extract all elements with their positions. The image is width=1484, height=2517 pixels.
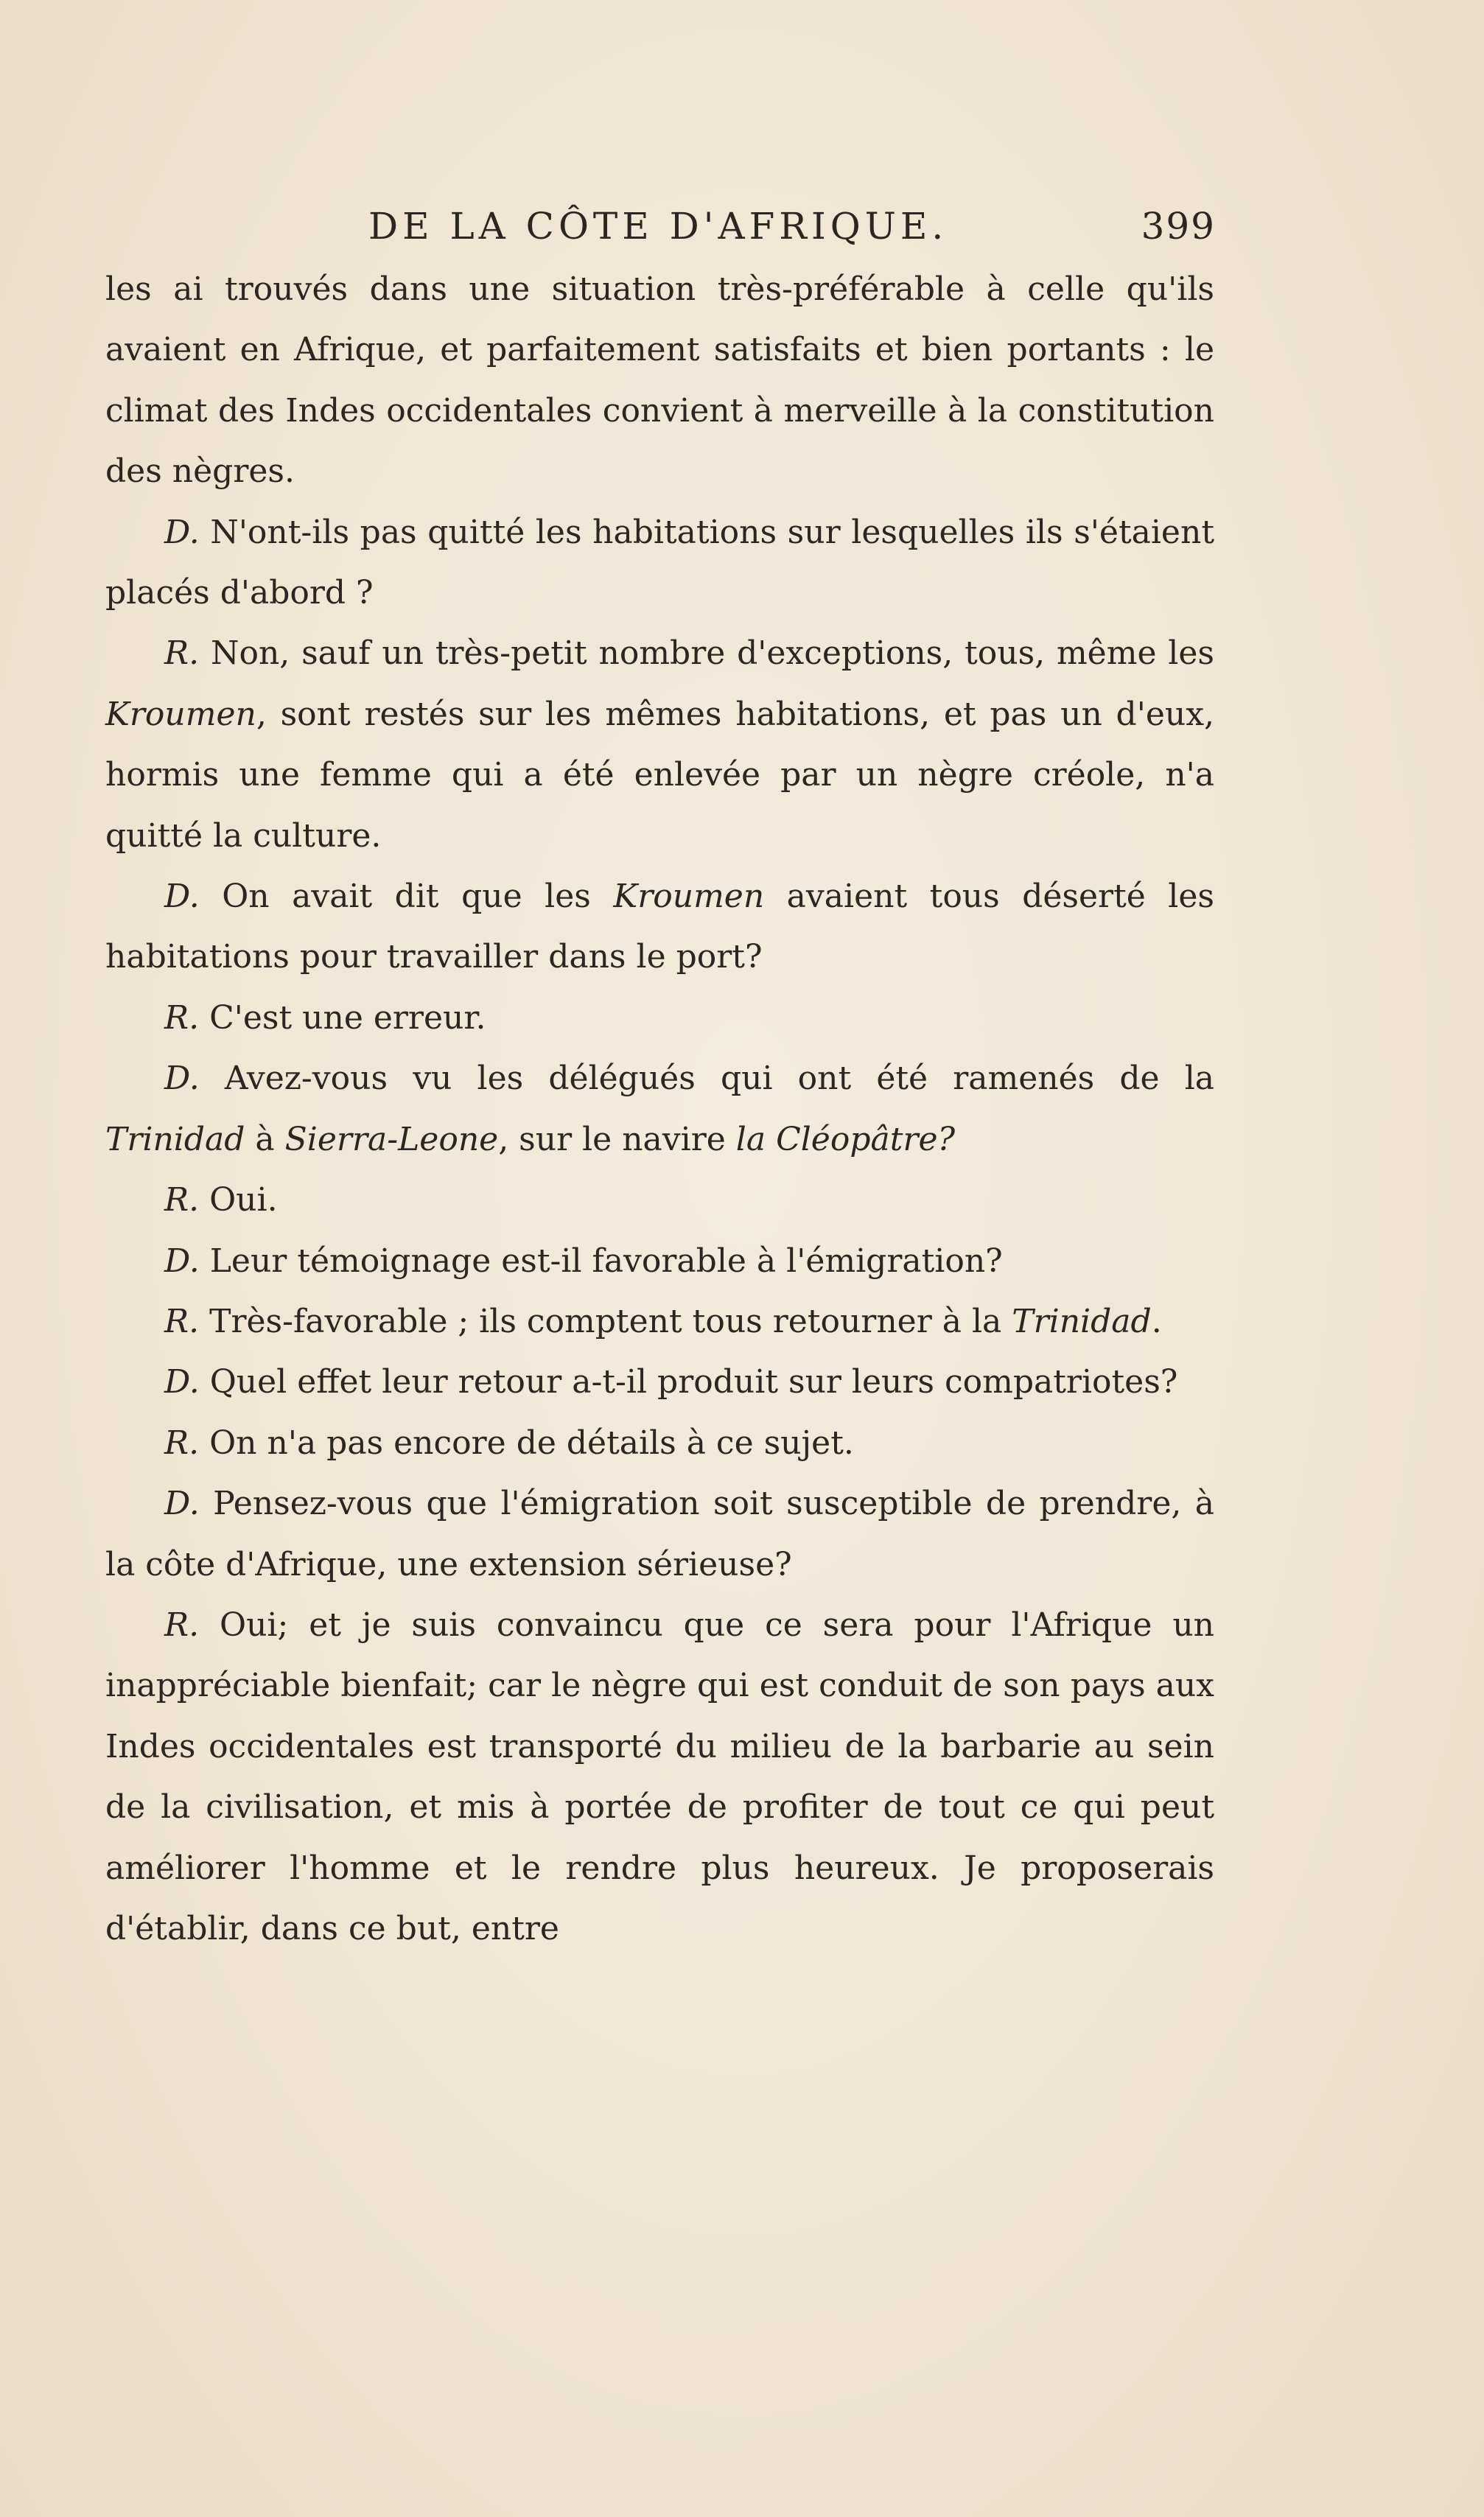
speaker-label: D. xyxy=(164,1485,200,1523)
speaker-label: R. xyxy=(164,1181,200,1219)
speaker-label: D. xyxy=(164,1060,200,1098)
speaker-label: D. xyxy=(164,1242,200,1280)
speaker-label: R. xyxy=(164,1302,200,1340)
speaker-label: R. xyxy=(164,998,200,1037)
text-segment: N'ont-ils pas quitté les habitations sur lesquelles ils s'étaient placés d'abord ? xyxy=(105,513,1214,612)
italic-text: la Cléopâtre? xyxy=(735,1120,956,1158)
paragraph xyxy=(105,1170,1214,1231)
text-segment: Oui; et je suis convaincu que ce sera pour l'Afrique un inappréciable bienfait; car le nègre qui est conduit de son pays aux Indes occidentales est transporté du milieu de la barbarie au sein de la civilisation, et mis à portée de profiter de tout ce qui peut améliorer l'homme et le rendre plus heureux. Je proposerais d'établir, dans ce but, entre xyxy=(105,1606,1214,1947)
body-text xyxy=(105,259,1214,1959)
text-segment: . xyxy=(1151,1302,1162,1340)
italic-text: Kroumen xyxy=(105,695,256,733)
text-segment: , sont restés sur les mêmes habitations, et pas un d'eux, hormis une femme qui a été enlevée par un nègre créole, n'a quitté la culture. xyxy=(105,695,1214,855)
paragraph xyxy=(105,503,1214,624)
text-segment: Quel effet leur retour a-t-il produit sur leurs compatriotes? xyxy=(199,1363,1178,1401)
paragraph xyxy=(105,988,1214,1049)
italic-text: Trinidad xyxy=(105,1120,245,1158)
text-segment: Avez-vous vu les délégués qui ont été ramenés de la xyxy=(199,1060,1214,1098)
speaker-label: R. xyxy=(164,1424,200,1462)
speaker-label: D. xyxy=(164,513,200,551)
paragraph xyxy=(105,1049,1214,1170)
italic-text: Kroumen xyxy=(613,878,765,916)
text-segment: Leur témoignage est-il favorable à l'émigration? xyxy=(199,1242,1003,1280)
text-segment: Non, sauf un très-petit nombre d'exceptions, tous, même les xyxy=(199,634,1214,673)
speaker-label: D. xyxy=(164,1363,200,1401)
speaker-label: D. xyxy=(164,878,200,916)
paragraph xyxy=(105,1292,1214,1352)
paragraph xyxy=(105,1413,1214,1474)
text-segment: , sur le navire xyxy=(498,1120,736,1158)
text-segment: On avait dit que les xyxy=(199,878,614,916)
text-segment: les ai trouvés dans une situation très-préférable à celle qu'ils avaient en Afrique, et parfaitement satisfaits et bien portants : le climat des Indes occidentales convient à merveille à la constitution des nègres. xyxy=(105,270,1214,491)
text-segment: Oui. xyxy=(199,1181,278,1219)
text-segment: à xyxy=(245,1120,285,1158)
text-segment: Pensez-vous que l'émigration soit susceptible de prendre, à la côte d'Afrique, une extension sérieuse? xyxy=(105,1485,1214,1583)
paragraph xyxy=(105,1595,1214,1959)
text-segment: On n'a pas encore de détails à ce sujet. xyxy=(199,1424,854,1462)
paragraph xyxy=(105,259,1214,503)
paragraph xyxy=(105,1352,1214,1412)
page-number: 399 xyxy=(1141,205,1216,248)
text-segment: C'est une erreur. xyxy=(199,998,486,1037)
text-segment: Très-favorable ; ils comptent tous retourner à la xyxy=(199,1302,1012,1340)
paragraph xyxy=(105,1474,1214,1595)
italic-text: Trinidad xyxy=(1012,1302,1152,1340)
text-segment: avaient tous déserté les habitations pour travailler dans le port? xyxy=(105,878,1214,976)
paragraph xyxy=(105,867,1214,988)
page-header xyxy=(103,197,1216,264)
speaker-label: R. xyxy=(164,634,200,673)
paragraph xyxy=(105,623,1214,867)
running-head: DE LA CÔTE D'AFRIQUE. xyxy=(368,205,948,248)
paragraph xyxy=(105,1231,1214,1292)
speaker-label: R. xyxy=(164,1606,200,1644)
italic-text: Sierra-Leone xyxy=(284,1120,499,1158)
